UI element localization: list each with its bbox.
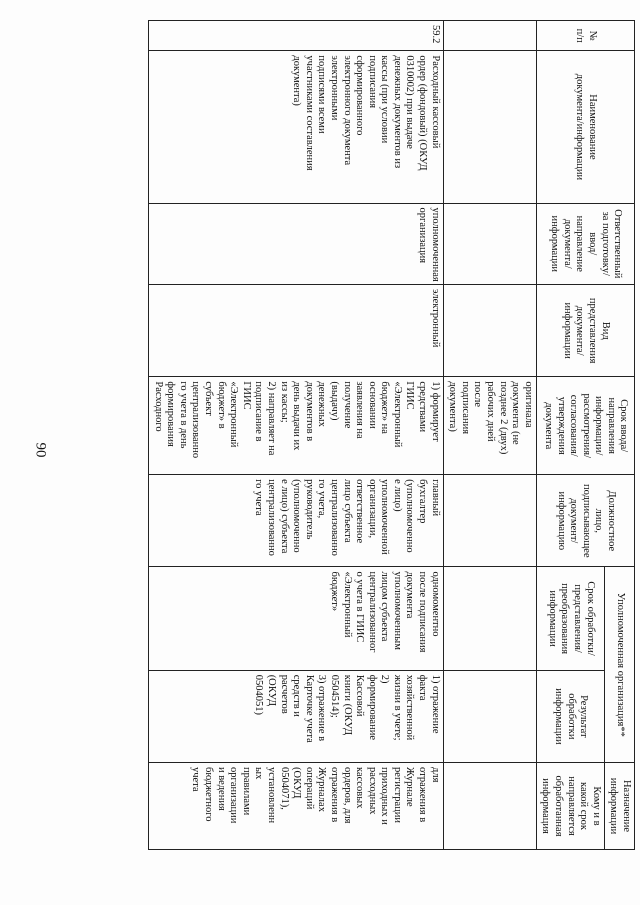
cell-org-term	[443, 567, 536, 670]
document-table-sheet	[75, 20, 635, 850]
cell-org-term: одномоментно после подписания документа уполномоченным лицом субъекта централизованног о учета в ГИИС «Электронный бюджет»	[149, 567, 444, 670]
cell-signer: главный бухгалтер (уполномоченно е лицо) уполномоченной организации, ответственное лицо субъекта централизованно го учета, руководитель (уполномоченно е лицо) субъекта централизованно го учета	[149, 475, 444, 567]
cell-num	[443, 21, 536, 51]
header-org-term: Срок обработки/ представления/ преобразования информации	[536, 567, 604, 670]
cell-org-result	[443, 670, 536, 762]
cell-deadline: 1) формирует средствами ГИИС «Электронный бюджет» на основании заявления на получение (выдачу) денежных документов в день выдачи их из кассы; 2) направляет на подписание в ГИИС «Электронный бюджет» в субъект централизованно го учета в день формирования Расходного	[149, 377, 444, 475]
cell-form	[443, 285, 536, 377]
cell-form: электронный	[149, 285, 444, 377]
cell-name: Расходный кассовый ордер (фондовый) (ОКУД 0310002) при выдаче денежных документов из кассы (при условии подписания сформированного электронного документа электронными подписями всеми участниками составления документа)	[149, 51, 444, 203]
header-org-result: Результат обработки информации	[536, 670, 604, 762]
cell-deadline: оригинала документа (не позднее 2 (двух) рабочих дней после подписания документа)	[443, 377, 536, 475]
header-signer: Должностное лицо, подписывающее документ/ информацию	[536, 475, 634, 567]
header-num: № п/п	[536, 21, 634, 51]
cell-purpose: для отражения в Журнале регистрации приходных и расходных кассовых ордеров, для отражения в Журналах операций (ОКУД 0504071), установленн ых правилами организации и ведения бюджетного учета	[149, 763, 444, 850]
header-org-group: Уполномоченная организация**	[604, 567, 634, 763]
header-deadline: Срок ввода/ направления информации/ рассмотрения/ согласования/ утверждения документа	[536, 377, 634, 475]
table-row	[443, 21, 536, 850]
document-table	[148, 20, 635, 850]
header-form: Вид представления документа/ информации	[536, 285, 634, 377]
cell-name	[443, 51, 536, 203]
cell-responsible	[443, 203, 536, 284]
header-purpose-to: Кому и в какой срок направляется обработанная информация	[536, 763, 604, 850]
cell-purpose	[443, 763, 536, 850]
table-row	[149, 21, 444, 850]
header-purpose-group: Назначение информации	[604, 763, 634, 850]
cell-org-result: 1) отражение факта хозяйственной жизни в учете; 2) формирование Кассовой книги (ОКУД 0504514); 3) отражение в Карточке учета средств и расчетов (ОКУД 0504051)	[149, 670, 444, 762]
cell-num: 59.2	[149, 21, 444, 51]
cell-responsible: уполномоченная организация	[149, 203, 444, 284]
cell-signer	[443, 475, 536, 567]
header-responsible: Ответственный за подготовку/ ввод/ направление документа/ информации	[536, 203, 634, 284]
page-number: 90	[32, 442, 49, 458]
header-name: Наименование документа/информации	[536, 51, 634, 203]
